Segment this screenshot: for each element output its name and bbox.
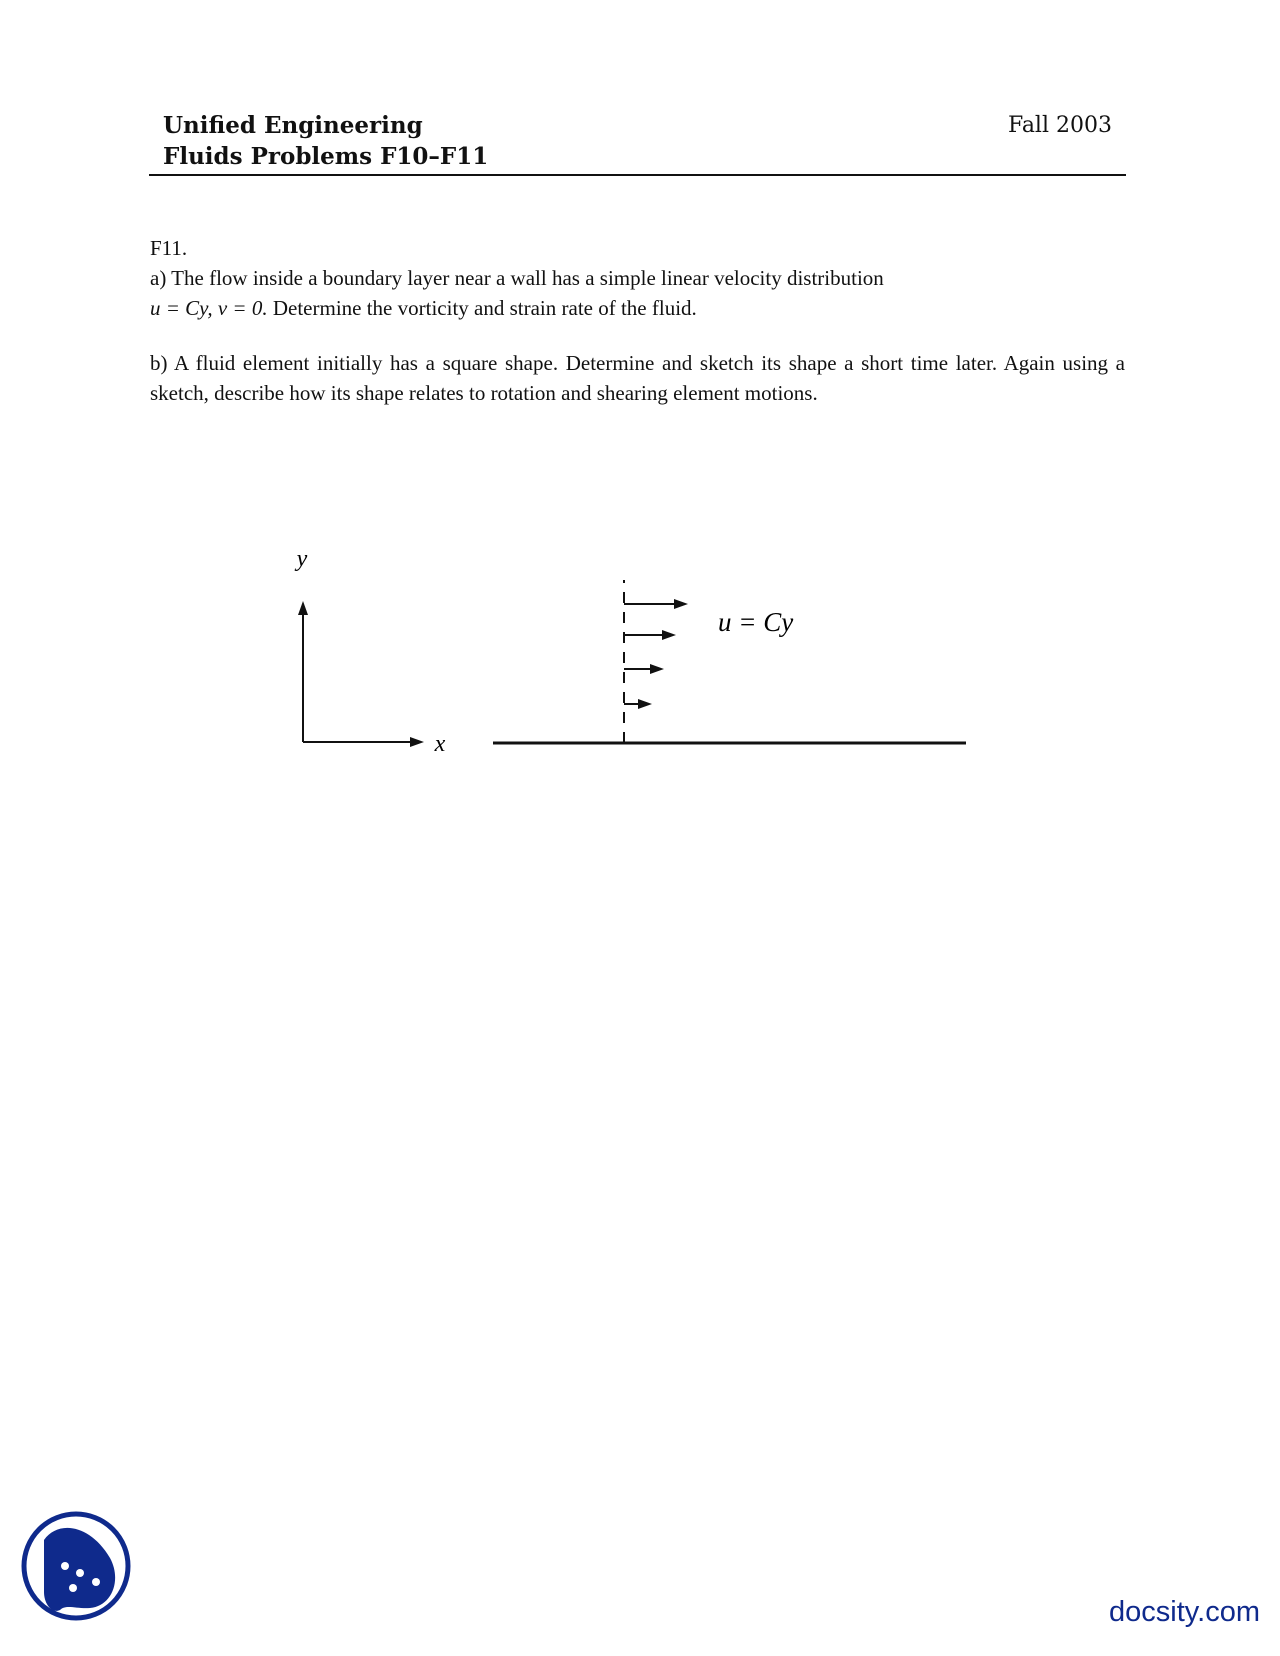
- velocity-profile-label: u = Cy: [718, 607, 794, 637]
- docsity-brand-text: docsity.com: [1109, 1596, 1260, 1628]
- figure-svg: [0, 540, 1280, 760]
- problem-set-title: Fluids Problems F10–F11: [163, 143, 489, 170]
- x-axis-label: x: [434, 731, 446, 757]
- x-axis-arrowhead: [410, 737, 424, 747]
- velocity-arrowhead-1: [638, 699, 652, 709]
- course-title: Unified Engineering: [163, 112, 423, 139]
- part-a-rest: Determine the vorticity and strain rate of the fluid.: [267, 296, 697, 320]
- y-axis-arrowhead: [298, 601, 308, 615]
- problem-part-b: b) A fluid element initially has a square shape. Determine and sketch its shape a short time later. Again using a sketch, describe how its shape relates to rotation and shearing element motions.: [150, 351, 1125, 405]
- problem-f11: [150, 233, 1125, 408]
- part-a-equation: u = Cy, v = 0.: [150, 296, 268, 320]
- term-label: Fall 2003: [1008, 113, 1112, 138]
- y-axis-label: y: [296, 546, 308, 572]
- velocity-arrowhead-2: [650, 664, 664, 674]
- part-a-text: a) The flow inside a boundary layer near a wall has a simple linear velocity distribution: [150, 266, 884, 290]
- docsity-logo-icon: [20, 1510, 132, 1622]
- problem-number: F11.: [150, 236, 188, 260]
- page-header: [149, 108, 1126, 176]
- boundary-layer-figure: [0, 540, 1280, 760]
- velocity-arrowhead-4: [674, 599, 688, 609]
- header-title-block: [163, 110, 488, 172]
- problem-part-a: [150, 263, 1125, 323]
- velocity-arrowhead-3: [662, 630, 676, 640]
